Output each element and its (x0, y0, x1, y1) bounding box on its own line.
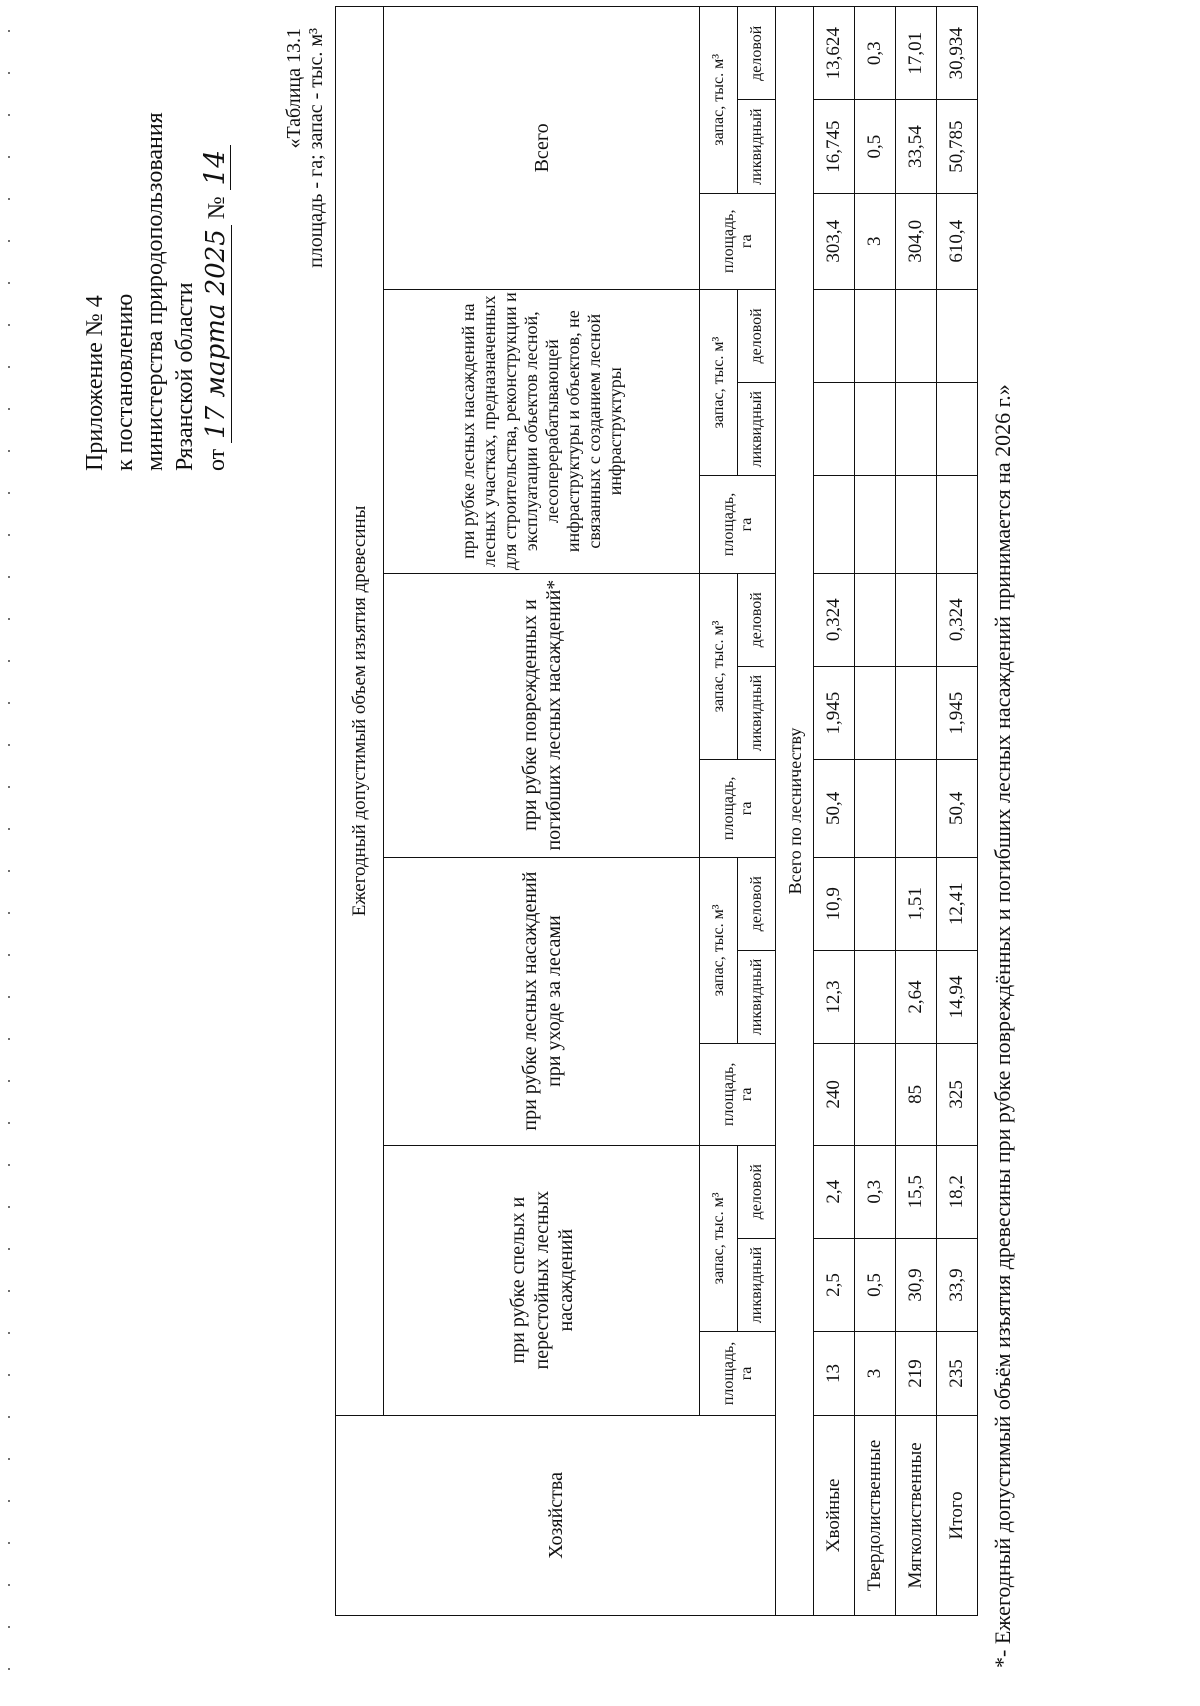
row-label: Мягколиственные (896, 1415, 937, 1615)
appendix-header (80, 11, 232, 471)
header-line-1: Приложение № 4 (82, 295, 108, 471)
table-cell: 33,54 (896, 100, 937, 193)
area-label: площадь, (719, 1062, 737, 1127)
table-cell (896, 383, 937, 476)
subheader-stock: запас, тыс. м³ (700, 289, 738, 476)
table-cell (896, 666, 937, 759)
subheader-business: деловой (738, 1145, 776, 1238)
table-cell: 30,9 (896, 1238, 937, 1331)
table-cell: 16,745 (814, 100, 855, 193)
table-cell: 13 (814, 1332, 855, 1416)
date-prefix: от (204, 448, 230, 471)
header-line-4: Рязанской области (172, 282, 198, 471)
subheader-liquid: ликвидный (738, 1238, 776, 1331)
table-cell (855, 289, 896, 382)
table-cell: 30,934 (937, 7, 978, 100)
subheader-business: деловой (738, 573, 776, 666)
table-cell: 610,4 (937, 193, 978, 289)
table-cell: 2,64 (896, 950, 937, 1043)
header-group-damaged: при рубке поврежденных и погибших лесных насаждений* (384, 573, 700, 857)
header-annual-volume: Ежегодный допустимый объем изъятия древесины (336, 7, 384, 1416)
table-cell (855, 666, 896, 759)
subheader-business: деловой (738, 7, 776, 100)
row-label: Итого (937, 1415, 978, 1615)
table-cell (814, 383, 855, 476)
table-cell: 14,94 (937, 950, 978, 1043)
subheader-area (700, 1332, 776, 1416)
table-cell (937, 383, 978, 476)
table-cell (814, 476, 855, 573)
table-cell: 304,0 (896, 193, 937, 289)
area-label: площадь, (719, 1341, 737, 1406)
table-cell: 50,4 (814, 760, 855, 857)
table-cell: 0,5 (855, 100, 896, 193)
units-note: площадь - га; запас - тыс. м³ (305, 28, 327, 268)
table-cell: 12,41 (937, 857, 978, 950)
table-cell: 235 (937, 1332, 978, 1416)
table-cell: 303,4 (814, 193, 855, 289)
table-cell (896, 289, 937, 382)
header-date-line (200, 11, 232, 471)
area-label: площадь, (719, 209, 737, 273)
subheader-liquid: ликвидный (738, 383, 776, 476)
table-cell: 1,945 (937, 666, 978, 759)
area-unit: га (737, 801, 755, 816)
table-cell (855, 573, 896, 666)
header-group-construction: при рубке лесных насаждений на лесных участках, предназначенных для строительства, реконструкции и эксплуатации объектов лесной, лесоперерабатывающей инфраструктуры и объектов, не связанных с созданием лесной инфраструктуры (384, 289, 700, 573)
table-cell (896, 476, 937, 573)
header-households: Хозяйства (336, 1415, 776, 1615)
table-cell: 12,3 (814, 950, 855, 1043)
table-cell: 325 (937, 1044, 978, 1145)
table-cell: 0,324 (814, 573, 855, 666)
table-cell: 0,3 (855, 7, 896, 100)
subheader-area (700, 1044, 776, 1145)
table-cell (855, 857, 896, 950)
subheader-business: деловой (738, 857, 776, 950)
number-label: № (204, 196, 230, 220)
table-row (896, 7, 937, 1616)
handwritten-date: 17 марта 2025 (201, 225, 232, 443)
table-cell: 50,4 (937, 760, 978, 857)
table-cell: 10,9 (814, 857, 855, 950)
header-group-care: при рубке лесных насаждений при уходе за лесами (384, 857, 700, 1145)
subheader-stock: запас, тыс. м³ (700, 7, 738, 194)
subheader-liquid: ликвидный (738, 950, 776, 1043)
header-line-3: министерства природопользования (142, 112, 168, 471)
table-cell (937, 289, 978, 382)
table-cell: 240 (814, 1044, 855, 1145)
subheader-liquid: ликвидный (738, 666, 776, 759)
area-unit: га (737, 1366, 755, 1381)
table-cell: 15,5 (896, 1145, 937, 1238)
row-label: Твердолиственные (855, 1415, 896, 1615)
table-cell: 0,5 (855, 1238, 896, 1331)
section-forestry-total: Всего по лесничеству (776, 7, 814, 1616)
table-cell (855, 950, 896, 1043)
table-row (814, 7, 855, 1616)
subheader-stock: запас, тыс. м³ (700, 1145, 738, 1332)
table-cell: 2,5 (814, 1238, 855, 1331)
table-container (335, 6, 978, 1616)
subheader-area (700, 193, 776, 289)
table-row (937, 7, 978, 1616)
subheader-stock: запас, тыс. м³ (700, 573, 738, 760)
table-cell (855, 1044, 896, 1145)
header-group-total: Всего (384, 7, 700, 290)
handwritten-number: 14 (200, 145, 231, 190)
table-cell: 1,945 (814, 666, 855, 759)
table-row (855, 7, 896, 1616)
subheader-area (700, 476, 776, 573)
table-cell (855, 760, 896, 857)
table-cell: 85 (896, 1044, 937, 1145)
table-cell (896, 760, 937, 857)
table-cell: 50,785 (937, 100, 978, 193)
table-cell (855, 383, 896, 476)
table-label: «Таблица 13.1 (283, 28, 305, 149)
area-unit: га (737, 234, 755, 249)
subheader-stock: запас, тыс. м³ (700, 857, 738, 1044)
row-label: Хвойные (814, 1415, 855, 1615)
subheader-liquid: ликвидный (738, 100, 776, 193)
table-cell: 219 (896, 1332, 937, 1416)
table-cell (937, 476, 978, 573)
table-cell (896, 573, 937, 666)
table-cell: 0,324 (937, 573, 978, 666)
area-unit: га (737, 517, 755, 532)
table-cell (855, 476, 896, 573)
table-cell: 18,2 (937, 1145, 978, 1238)
table-cell (814, 289, 855, 382)
table-cell: 33,9 (937, 1238, 978, 1331)
table-cell: 2,4 (814, 1145, 855, 1238)
header-group-mature: при рубке спелых и перестойных лесных насаждений (384, 1145, 700, 1415)
table-cell: 1,51 (896, 857, 937, 950)
table-cell: 3 (855, 1332, 896, 1416)
area-unit: га (737, 1087, 755, 1102)
timber-volume-table (335, 6, 978, 1616)
table-body (814, 7, 978, 1616)
footnote: *- Ежегодный допустимый объём изъятия древесины при рубке повреждённых и погибших лесных насаждений принимается на 2026 г.» (990, 384, 1015, 1668)
subheader-business: деловой (738, 289, 776, 382)
area-label: площадь, (719, 776, 737, 841)
table-cell: 13,624 (814, 7, 855, 100)
table-cell: 3 (855, 193, 896, 289)
area-label: площадь, (719, 492, 737, 557)
subheader-area (700, 760, 776, 857)
table-cell: 17,01 (896, 7, 937, 100)
header-line-2: к постановлению (112, 293, 138, 471)
table-cell: 0,3 (855, 1145, 896, 1238)
